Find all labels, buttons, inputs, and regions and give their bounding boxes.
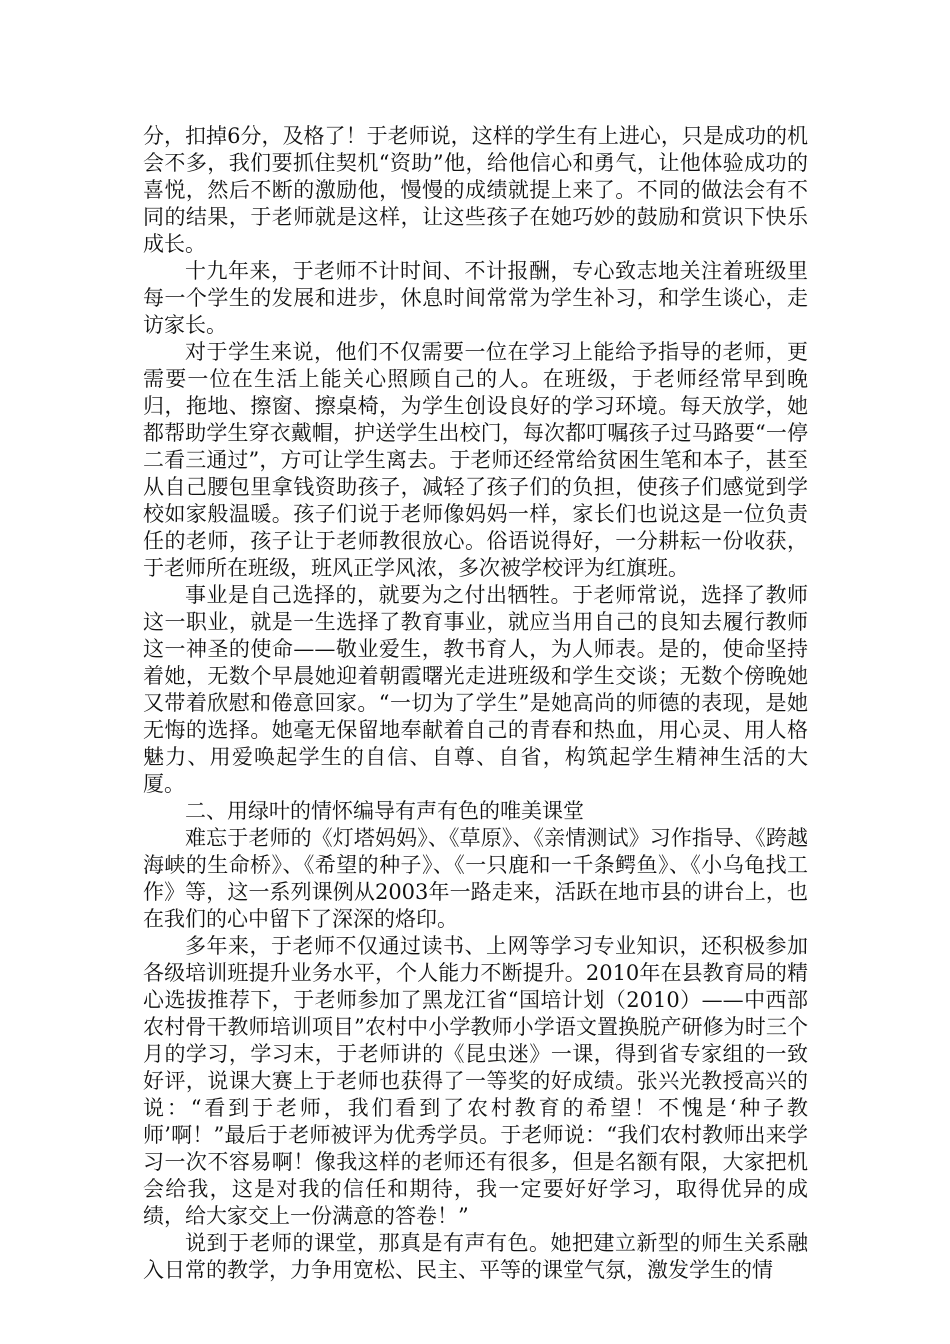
section-heading: 二、用绿叶的情怀编导有声有色的唯美课堂 xyxy=(185,799,584,823)
paragraph-caring-students: 对于学生来说，他们不仅需要一位在学习上能给予指导的老师，更需要一位在生活上能关心照顾自己的人。在班级，于老师经常早到晚归，拖地、擦窗、擦桌椅，为学生创设良好的学习环境。每天放学，她都帮助学生穿衣戴帽，护送学生出校门，每次都叮嘱孩子过马路要“一停二看三通过”，方可让学生离去。于老师还经常给贫困生笔和本子，甚至从自己腰包里拿钱资助孩子，减轻了孩子们的负担，使孩子们感觉到学校如家般温暖。孩子们说于老师像妈妈一样，家长们也说这是一位负责任的老师，孩子让于老师教很放心。俗语说得好，一分耕耘一份收获，于老师所在班级，班风正学风浓，多次被学校评为红旗班。 xyxy=(143,340,808,580)
paragraph-career-choice: 事业是自己选择的，就要为之付出牺牲。于老师常说，选择了教师这一职业，就是一生选择了教育事业，就应当用自己的良知去履行教师这一神圣的使命——敬业爱生，教书育人，为人师表。是的，使命坚持着她，无数个早晨她迎着朝霞曙光走进班级和学生交谈；无数个傍晚她又带着欣慰和倦意回家。“一切为了学生”是她高尚的师德的表现，是她无悔的选择。她毫无保留地奉献着自己的青春和热血，用心灵、用人格魅力、用爱唤起学生的自信、自尊、自省，构筑起学生精神生活的大厦。 xyxy=(143,583,808,796)
paragraph-continuation: 分，扣掉6分，及格了！于老师说，这样的学生有上进心，只是成功的机会不多，我们要抓住契机“资助”他，给他信心和勇气，让他体验成功的喜悦，然后不断的激励他，慢慢的成绩就提上来了。不同的做法会有不同的结果，于老师就是这样，让这些孩子在她巧妙的鼓励和赏识下快乐成长。 xyxy=(143,124,808,256)
paragraph-classroom: 说到于老师的课堂，那真是有声有色。她把建立新型的师生关系融入日常的教学，力争用宽松、民主、平等的课堂气氛，激发学生的情 xyxy=(143,1231,808,1282)
paragraph-nineteen-years: 十九年来，于老师不计时间、不计报酬，专心致志地关注着班级里每一个学生的发展和进步，休息时间常常为学生补习，和学生谈心，走访家长。 xyxy=(143,259,808,337)
paragraph-training: 多年来，于老师不仅通过读书、上网等学习专业知识，还积极参加各级培训班提升业务水平，个人能力不断提升。2010年在县教育局的精心选拔推荐下，于老师参加了黑龙江省“国培计划（2010）——中西部农村骨干教师培训项目”农村中小学教师小学语文置换脱产研修为时三个月的学习，学习末，于老师讲的《昆虫迷》一课，得到省专家组的一致好评，说课大赛上于老师也获得了一等奖的好成绩。张兴光教授高兴的说：“看到于老师，我们看到了农村教育的希望！不愧是‘种子教师’啊！”最后于老师被评为优秀学员。于老师说：“我们农村教师出来学习一次不容易啊！像我这样的老师还有很多，但是名额有限，大家把机会给我，这是对我的信任和期待，我一定要好好学习，取得优异的成绩，给大家交上一份满意的答卷！” xyxy=(143,934,808,1228)
paragraph-lesson-examples: 难忘于老师的《灯塔妈妈》、《草原》、《亲情测试》习作指导、《跨越海峡的生命桥》、《希望的种子》、《一只鹿和一千条鳄鱼》、《小乌龟找工作》等，这一系列课例从2003年一路走来，活跃在地市县的讲台上，也在我们的心中留下了深深的烙印。 xyxy=(143,826,808,931)
document-body xyxy=(143,123,808,1284)
